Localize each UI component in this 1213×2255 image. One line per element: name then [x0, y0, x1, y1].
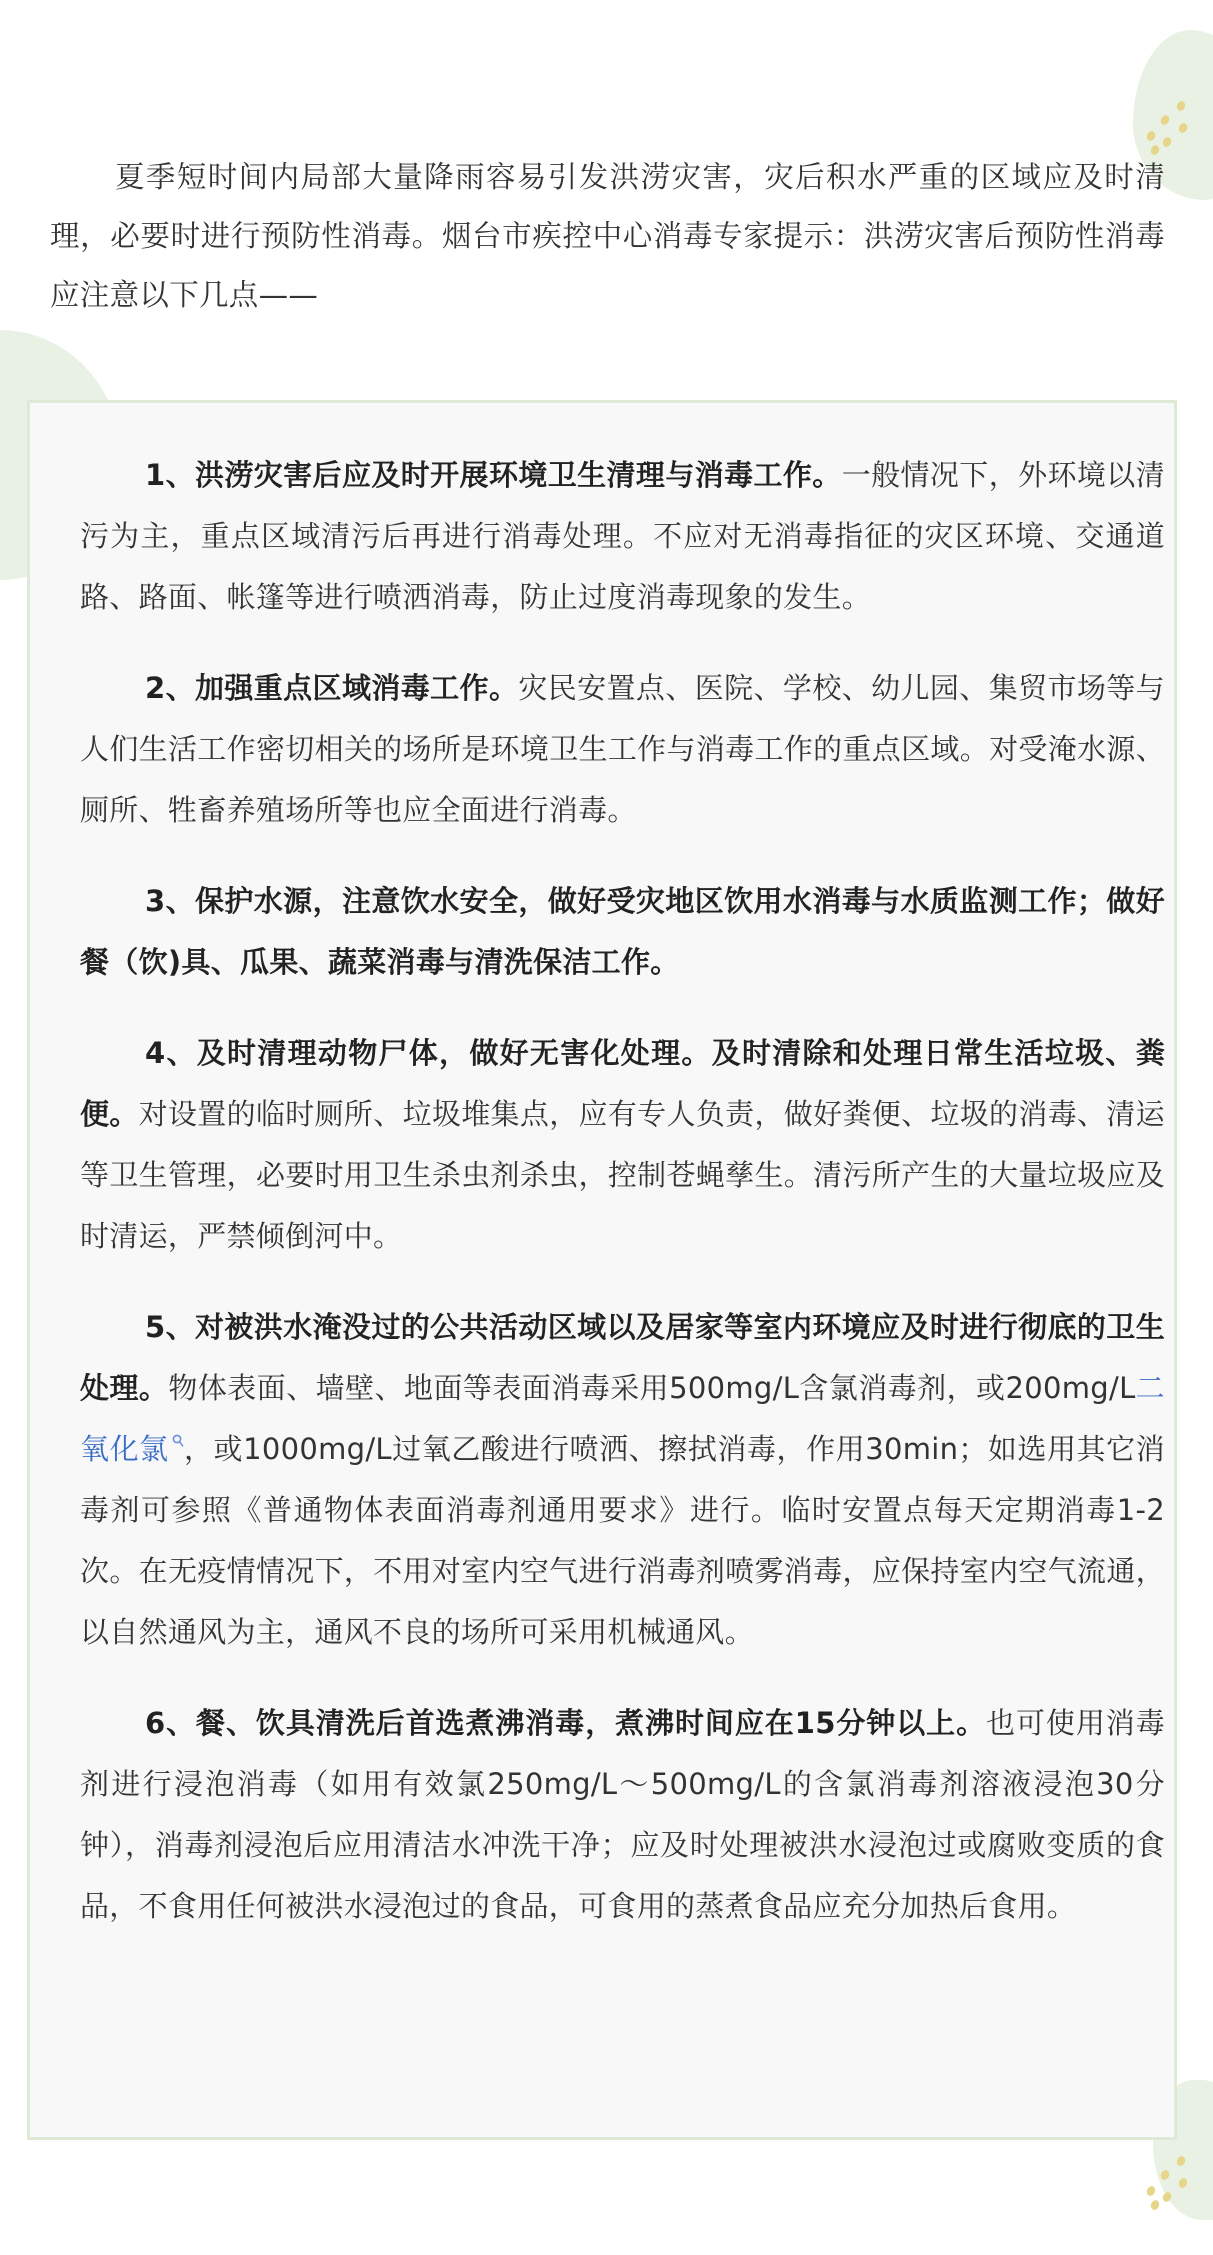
list-item-6 [80, 1693, 1165, 1937]
item-heading: 3、保护水源，注意饮水安全，做好受灾地区饮用水消毒与水质监测工作；做好餐（饮)具、瓜果、蔬菜消毒与清洗保洁工作。 [80, 884, 1165, 979]
item-heading: 4、及时清理动物尸体，做好无害化处理。及时清除和处理日常生活垃圾、粪便。 [80, 1036, 1165, 1131]
item-body: 对设置的临时厕所、垃圾堆集点，应有专人负责，做好粪便、垃圾的消毒、清运等卫生管理，必要时用卫生杀虫剂杀虫，控制苍蝇孳生。清污所产生的大量垃圾应及时清运，严禁倾倒河中。 [80, 1097, 1165, 1253]
item-heading: 5、对被洪水淹没过的公共活动区域以及居家等室内环境应及时进行彻底的卫生处理。 [80, 1310, 1165, 1405]
list-item-3 [80, 871, 1165, 993]
item-heading: 6、餐、饮具清洗后首选煮沸消毒，煮沸时间应在15分钟以上。 [145, 1706, 987, 1740]
item-heading: 2、加强重点区域消毒工作。 [145, 671, 519, 705]
item-body-part1: 物体表面、墙壁、地面等表面消毒采用500mg/L含氯消毒剂，或200mg/L [168, 1371, 1136, 1405]
content-list [80, 445, 1165, 1967]
decorative-dots-top [1141, 95, 1201, 155]
decorative-dots-bottom [1141, 2150, 1201, 2210]
content-card [27, 400, 1177, 2140]
search-icon[interactable] [172, 1434, 184, 1451]
item-heading: 1、洪涝灾害后应及时开展环境卫生清理与消毒工作。 [145, 458, 842, 492]
item-body: 灾民安置点、医院、学校、幼儿园、集贸市场等与人们生活工作密切相关的场所是环境卫生工作与消毒工作的重点区域。对受淹水源、厕所、牲畜养殖场所等也应全面进行消毒。 [80, 671, 1165, 827]
list-item-2 [80, 658, 1165, 841]
list-item-1 [80, 445, 1165, 628]
list-item-5 [80, 1297, 1165, 1663]
item-body-part2: ，或1000mg/L过氧乙酸进行喷洒、擦拭消毒，作用30min；如选用其它消毒剂可参照《普通物体表面消毒剂通用要求》进行。临时安置点每天定期消毒1-2次。在无疫情情况下，不用对室内空气进行消毒剂喷雾消毒，应保持室内空气流通，以自然通风为主，通风不良的场所可采用机械通风。 [80, 1432, 1165, 1649]
chlorine-dioxide-link[interactable]: 二氧化氯 [80, 1371, 1165, 1466]
intro-paragraph: 夏季短时间内局部大量降雨容易引发洪涝灾害，灾后积水严重的区域应及时清理，必要时进行预防性消毒。烟台市疾控中心消毒专家提示：洪涝灾害后预防性消毒应注意以下几点—— [50, 160, 1165, 312]
list-item-4 [80, 1023, 1165, 1267]
item-body: 也可使用消毒剂进行浸泡消毒（如用有效氯250mg/L～500mg/L的含氯消毒剂溶液浸泡30分钟），消毒剂浸泡后应用清洁水冲洗干净；应及时处理被洪水浸泡过或腐败变质的食品，不食用任何被洪水浸泡过的食品，可食用的蒸煮食品应充分加热后食用。 [80, 1706, 1165, 1923]
item-body: 一般情况下，外环境以清污为主，重点区域清污后再进行消毒处理。不应对无消毒指征的灾区环境、交通道路、路面、帐篷等进行喷洒消毒，防止过度消毒现象的发生。 [80, 458, 1165, 614]
